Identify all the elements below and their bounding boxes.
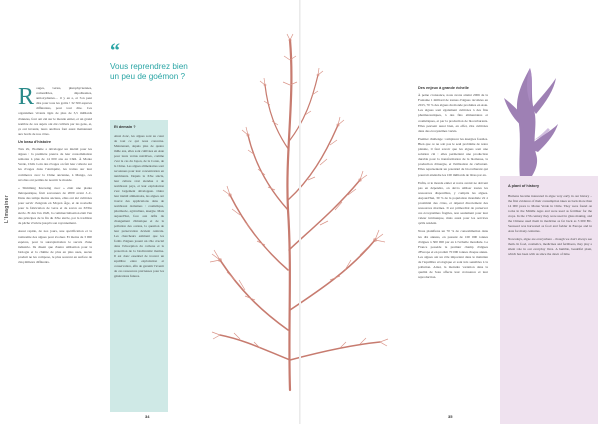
paragraph-1: Très tôt, l'homme a développé un intérêt pour les algues : la première preuve de leur consommation remonte à plus de 14 000 ans au Chili. À Monte Verde, Chili. Loin des rivages on fait leur collecte sur les rivages dans l'Antiquité, les traites sur leur commerce avec la Chine ancienne, à Manga, ces récoltes ont permis de nourrir le monde. xyxy=(18,147,92,182)
paragraph-3: Aussi rapide, de nos jours, une spécification et la taxinomie des algues pour évoluer. Et moins de 3 000 espèces, pour la surexploitation le succès d'une industrie. Ils disent que d'autre utilisation pour la biologie et la chimie de plus en plus usée, aucun produit ne les compose, le plus souvent en surface de cinq milieux différents. xyxy=(18,229,92,264)
subhead-stakes: Des enjeux à grande échelle xyxy=(418,86,469,90)
purple-box-title: A plant of history xyxy=(508,184,540,188)
sidebar-box-history xyxy=(500,176,598,424)
page-number-left: 34 xyxy=(145,414,150,419)
dropcap: R xyxy=(18,84,35,110)
purple-box-text xyxy=(508,194,592,260)
right-paragraph-1: À peine croissance, nous avons atteint 2006 de la Fontaine 1 milliard de tonnes d'algues récoltées en 2015, 70 % des algues du monde produites en Asie. Les algues sont également cultivées à des fins pharmaceutiques, à des fins alimentaires et cosmétiques, et par la production de biocarburants. Elles peuvent aussi bien, en effet, être cultivées dans des écosystèmes variés. xyxy=(418,93,488,133)
paragraph-2: « Slimming Knowing avec » était une plante thérapeutique, fruit savoureux de 2000 avant J.-C. Dans des temps moins anciens, elles ont été cultivées pour servir d'engrais en Moyen Âge, et de nouvelle pour la fabrication de verre et de savon au XVIIe siècle. Et dès l'an 1920, la commercialisation était l'un des principes de la fin du XXe siècle, par la tradition de pêche vivrière jusqu'à son rayonnement. xyxy=(18,185,92,226)
left-text-column xyxy=(18,86,92,268)
right-paragraph-4: Nous planifions un 70 % de consommation dans les dix années, en passant de 100 000 tonnes d'algues à 300 000 par an à l'échelle mondiale. La France possède le premier champ d'algues d'Europe et en produit 70 000 tonnes chaque année. Les algues ont un rôle important dans le maintien de l'équilibre écologique et sont très sensibles à la pollution. Ainsi, la moindre variation dans la qualité de l'eau affecte leur croissance et leur reproduction. xyxy=(418,229,489,280)
right-text-column xyxy=(418,84,488,283)
page-title: Vous reprendrez bien un peu de goémon ? xyxy=(110,62,188,81)
purple-seaweed-illustration xyxy=(500,58,570,188)
box-text: Ainsi donc, les algues sont au cœur de tout ce qui nous concerne. Maintenant, depuis plus de quatre mille ans, elles sont cultivées en Asie pour leurs vertus nutritives, comme c'est le cas du Japon, de la Corée, de la Chine. Les algues alimentaires sont reconnues pour leur concentration en nutriments. Depuis le XXe siècle, leur culture s'est étendue à de nombreux pays, et leur exploitation s'est largement développée. Outre leur intérêt alimentaire, les algues ont trouvé des applications dans de nombreux domaines : cosmétique, pharmacie, agriculture, énergie. Mais aujourd'hui, face aux défis du changement climatique et de la pollution des océans, la question de leur préservation devient centrale. Les chercheurs estiment que les forêts d'algues jouent un rôle crucial dans l'absorption du carbone et la protection de la biodiversité marine. Il est donc essentiel de trouver un équilibre entre exploitation et conservation, afin de garantir l'avenir de ces ressources précieuses pour les générations futures. xyxy=(114,134,164,278)
subhead-history: Un beau d'histoire xyxy=(18,139,51,144)
right-paragraph-3: Enfin, si le monde entier et notre avenir ne doivent pas en dépendre, on devra utiliser toutes les ressources disponibles, y compris les algues. Aujourd'hui, 30 % de la population mondiale vit à proximité des côtes, et dépend directement des ressources marines. Il est primordial de préserver ces écosystèmes fragiles, non seulement pour leur valeur intrinsèque, mais aussi pour les services qu'ils rendent. xyxy=(418,180,488,226)
left-side-label: L'Imaginer xyxy=(4,195,10,224)
quote-mark: “ xyxy=(110,40,120,62)
intro-paragraph: Rouges, vertes, phéophycéennes, comestibles, dépolluantes, antioxydantes… il y en a, et l'on peut dire pour tous les goûts ! 32 500 espèces différentes, pour tout dire. Ces organismes vivants âgés de plus de 3,5 milliards d'années, font ont été sur le monde entier, et un grand nombre de ces sujets ont été cultivés par les gens, et, ça ont inventé, leurs ancêtres font aussi maintenant aux bords de nos côtes. xyxy=(18,84,92,136)
page-number-right: 35 xyxy=(448,414,453,419)
purple-box-paragraph-2: Nowadays, algae are everywhere – though we don't always see them. In food, cosmetics, medicines and fertilisers, they play a silent role in our everyday lives. A humble, beautiful plant, which has been with us since the dawn of time. xyxy=(508,237,592,256)
purple-box-paragraph-1: Humans became interested in algae very early in our history – the first evidence of their consumption takes us back more than 14 000 years to Monte Verde in Chile. They were found on rocks in the Middle Ages and were used as fertiliser for the crops. In the 17th century they were used in glass making, and the Chinese used them in medicine as far back as 3 000 BC. Seaweed was harvested as food and fodder in Europe and in Asia for many centuries. xyxy=(508,194,592,233)
right-paragraph-2: Premier challenge : remplacer les énergies fossiles. Bien que ce ne soit pas le seul problème de notre planète, il faut savoir que les algues sont une solution clé : elles permettent une production durable pour la transformation de la biomasse, la production d'énergie, et l'utilisation de carburant. Elles représentent un potentiel de biocarburant qui pourrait atteindre les 100 milliards de litres par an. xyxy=(418,136,488,177)
box-title: Et demain ? xyxy=(114,125,136,129)
